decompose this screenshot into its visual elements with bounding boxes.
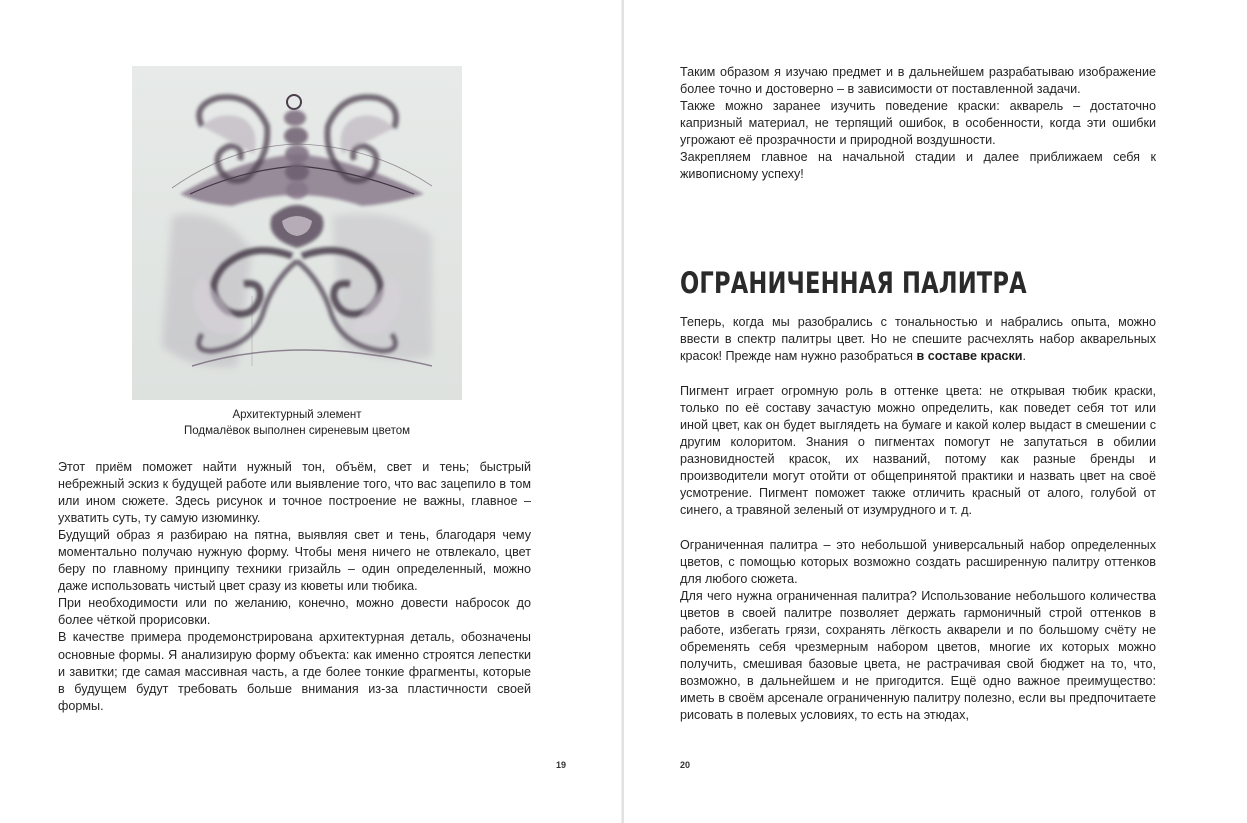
caption-line-1: Архитектурный элемент [232,409,362,421]
right-intro-paragraph-2: Также можно заранее изучить поведение краски: акварель – достаточно капризный материал, не терпящий ошибок, в особенности, когда эти ошибки угрожают её прозрачности и природной воздушности. [680,99,1156,148]
section-paragraph-1-text: Теперь, когда мы разобрались с тональностью и набрались опыта, можно ввести в спектр палитры цвет. Но не спешите расчехлять набор акварельных красок! Прежде нам нужно разобраться [680,315,1156,364]
left-paragraph-2: Будущий образ я разбираю на пятна, выявляя свет и тень, благодаря чему моментально получаю нужную форму. Чтобы меня ничего не отвлекало, цвет беру по главному принципу техники гризайль – один определенный, можно даже использовать чистый цвет сразу из кюветы или тюбика. [58,528,531,594]
right-intro-text [680,64,1156,183]
section-paragraph-1-end: . [1022,349,1027,364]
section-paragraph-1 [680,314,1156,365]
right-page [624,0,1247,823]
page-number-left: 19 [556,760,567,770]
left-paragraph-3: При необходимости или по желанию, конечно, можно довести набросок до более чёткой прорисовки. [58,596,531,628]
section-paragraphs-3-4 [680,537,1156,725]
left-paragraph-4: В качестве примера продемонстрирована архитектурная деталь, обозначены основные формы. Я анализирую форму объекта: как именно строятся лепестки и завитки; где самая массивная часть, а где более тонкие фрагменты, которые в будущем будут требовать больше внимания из-за пластичности своей формы. [58,630,531,713]
architectural-ornament-icon [132,66,462,400]
section-paragraph-2 [680,383,1156,519]
section-paragraph-3-text: Ограниченная палитра – это небольшой универсальный набор определенных цветов, с помощью которых возможно создать расширенную палитру оттенков для любого сюжета. [680,538,1156,587]
right-intro-paragraph-3: Закрепляем главное на начальной стадии и далее приближаем себя к живописному успеху! [680,150,1156,182]
page-number-right: 20 [680,760,691,770]
right-intro-paragraph-1: Таким образом я изучаю предмет и в дальнейшем разрабатываю изображение более точно и достоверно – в зависимости от поставленной задачи. [680,65,1156,97]
section-paragraph-1-bold: в составе краски [916,349,1023,364]
watercolor-illustration [132,66,462,400]
figure-caption [132,408,462,439]
caption-line-2: Подмалёвок выполнен сиреневым цветом [183,424,411,437]
left-body-text [58,459,531,715]
section-paragraph-2-text: Пигмент играет огромную роль в оттенке цвета: не открывая тюбик краски, только по её составу зачастую можно определить, как поведет себя тот или иной цвет, как он будет выглядеть на бумаге и какой колер выдаст в смешении с другим колоритом. Знания о пигментах помогут не запутаться в обилии разновидностей красок, их названий, потому как разные бренды и производители могут отойти от общепринятой практики и назвать цвет на своё усмотрение. Пигмент поможет также отличить красный от алого, голубой от синего, а травяной зеленый от изумрудного и т. д. [680,384,1156,518]
section-heading: ОГРАНИЧЕННАЯ ПАЛИТРА [680,266,1027,300]
section-paragraph-4-text: Для чего нужна ограниченная палитра? Использование небольшого количества цветов в своей палитре позволяет держать гармоничный строй оттенков в работе, избегать грязи, сохранять лёгкость акварели и по большому счёту не обременять себя чрезмерным набором цветов, многие их которых можно получить, смешивая базовые цвета, не растрачивая свой бюджет на то, что, возможно, в дальнейшем и не пригодится. Ещё одно важное преимущество: иметь в своём арсенале ограниченную палитру полезно, если вы предпочитаете рисовать в полевых условиях, то есть на этюдах, [680,589,1156,723]
left-paragraph-1: Этот приём поможет найти нужный тон, объём, свет и тень; быстрый небрежный эскиз к будущей работе или выявление того, что вас зацепило в том или ином сюжете. Здесь рисунок и точное построение не важны, главное – ухватить суть, ту самую изюминку. [58,460,531,526]
